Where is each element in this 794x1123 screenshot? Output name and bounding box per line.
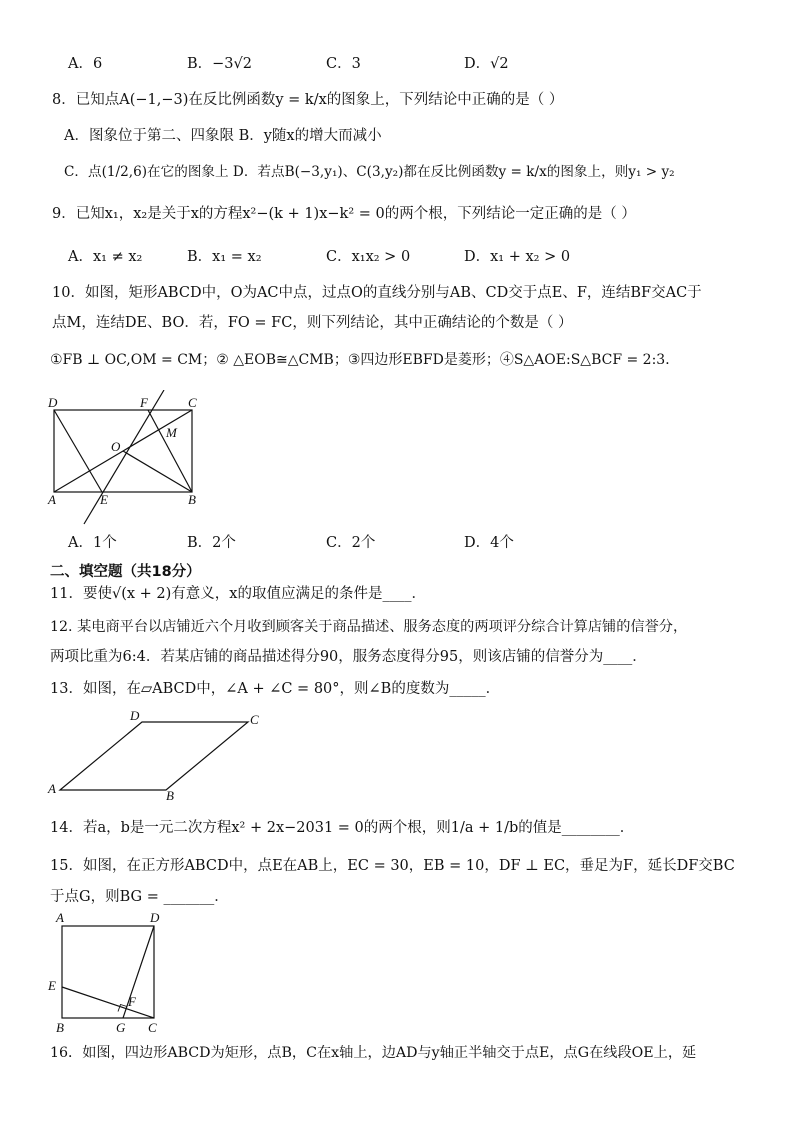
q13-label-d: D	[130, 708, 140, 723]
q9-option-d: D．x₁ + x₂ > 0	[464, 249, 571, 265]
q8-options-line2: C．点(1/2,6)在它的图象上 D．若点B(−3,y₁)、C(3,y₂)都在反比例函数y = k/x的图象上，则y₁ > y₂	[64, 164, 675, 180]
q12-line1: 12. 某电商平台以店铺近六个月收到顾客关于商品描述、服务态度的两项评分综合计算店铺的信誉分，	[50, 619, 688, 635]
q10-label-e: E	[100, 492, 108, 507]
q15-label-c: C	[148, 1020, 157, 1035]
q10-label-b: B	[188, 492, 196, 507]
q16-text: 16．如图，四边形ABCD为矩形，点B，C在x轴上，边AD与y轴正半轴交于点E，点G在线段OE上，延	[50, 1045, 697, 1061]
q10-label-d: D	[48, 395, 58, 410]
q10-label-c: C	[188, 395, 197, 410]
q13-label-a: A	[48, 781, 56, 796]
q10-line1: 10．如图，矩形ABCD中，O为AC中点，过点O的直线分别与AB、CD交于点E、F，连结BF交AC于	[52, 285, 702, 301]
q13-label-c: C	[250, 712, 259, 727]
q9-option-a: A．x₁ ≠ x₂	[68, 249, 143, 265]
q7-option-b: B．−3√2	[187, 56, 252, 72]
q10-label-o: O	[111, 439, 121, 454]
q10-label-m: M	[166, 425, 177, 440]
q8-stem: 8．已知点A(−1,−3)在反比例函数y = k/x的图象上，下列结论中正确的是（ ）	[52, 92, 564, 108]
q11-text: 11．要使√(x + 2)有意义，x的取值应满足的条件是____．	[50, 586, 426, 602]
q10-label-f: F	[140, 395, 148, 410]
q10-line2: 点M，连结DE、BO．若，FO = FC，则下列结论，其中正确结论的个数是（ ）	[52, 315, 573, 331]
q9-option-b: B．x₁ = x₂	[187, 249, 262, 265]
q7-option-c: C．3	[326, 56, 361, 72]
q10-option-a: A．1个	[68, 535, 117, 551]
q13-parallelogram-figure	[40, 708, 280, 803]
q10-rectangle-figure	[40, 390, 215, 526]
q15-label-f: F	[128, 994, 136, 1009]
q15-line2: 于点G，则BG = _______．	[50, 889, 229, 905]
q9-option-c: C．x₁x₂ > 0	[326, 249, 411, 265]
q15-label-d: D	[150, 910, 160, 925]
q15-label-e: E	[48, 978, 56, 993]
q10-option-d: D．4个	[464, 535, 514, 551]
q14-text: 14．若a，b是一元二次方程x² + 2x−2031 = 0的两个根，则1/a + 1/b的值是________．	[50, 820, 635, 836]
q15-label-g: G	[116, 1020, 126, 1035]
q15-square-figure	[44, 910, 174, 1036]
q12-line2: 两项比重为6:4．若某店铺的商品描述得分90，服务态度得分95，则该店铺的信誉分为____．	[50, 649, 647, 665]
q10-line3: ①FB ⊥ OC,OM = CM；② △EOB≅△CMB；③四边形EBFD是菱形；④S△AOE:S△BCF = 2:3．	[50, 352, 680, 368]
q15-line1: 15．如图，在正方形ABCD中，点E在AB上，EC = 30，EB = 10，DF ⊥ EC，垂足为F，延长DF交BC	[50, 858, 735, 874]
q15-label-a: A	[56, 910, 64, 925]
q10-option-c: C．2个	[326, 535, 376, 551]
q7-option-a: A．6	[68, 56, 103, 72]
q13-stem: 13．如图，在▱ABCD中，∠A + ∠C = 80°，则∠B的度数为_____．	[50, 681, 501, 697]
q9-stem: 9．已知x₁，x₂是关于x的方程x²−(k + 1)x−k² = 0的两个根，下列结论一定正确的是（ ）	[52, 206, 636, 222]
q13-label-b: B	[166, 788, 174, 803]
q7-option-d: D．√2	[464, 56, 509, 72]
q10-option-b: B．2个	[187, 535, 236, 551]
q8-options-line1: A．图象位于第二、四象限 B．y随x的增大而减小	[64, 128, 382, 144]
section-title-fill-in: 二、填空题（共18分）	[50, 564, 201, 580]
q15-label-b: B	[56, 1020, 64, 1035]
q10-label-a: A	[48, 492, 56, 507]
